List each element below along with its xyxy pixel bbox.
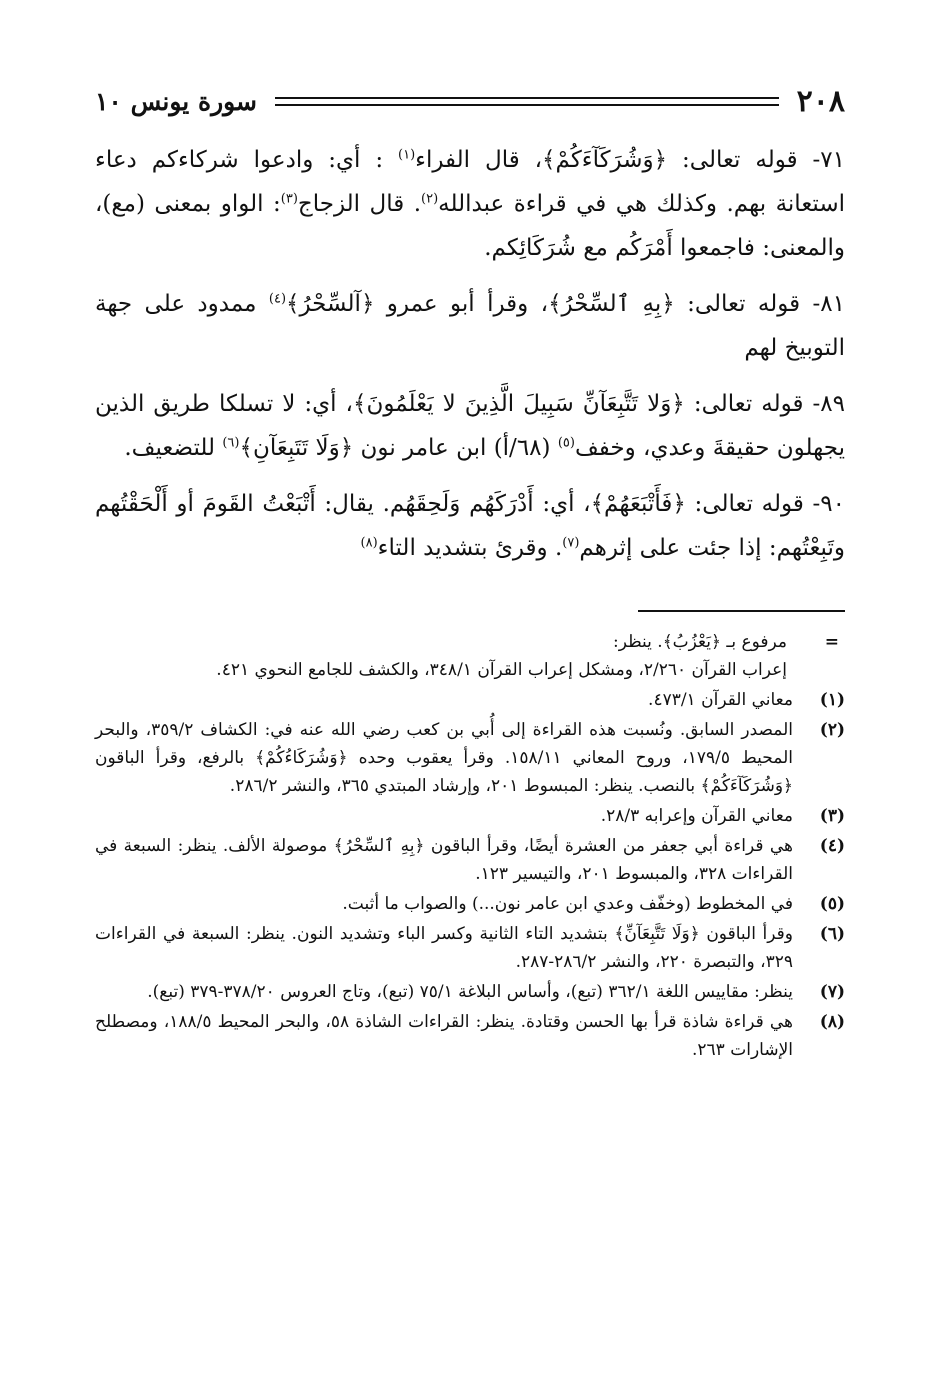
- book-page: [95, 78, 845, 1066]
- footnote-ref: (٣): [280, 191, 298, 207]
- footnote-text: معاني القرآن وإعرابه ٢٨/٣.: [600, 806, 793, 826]
- page-number: ٢٠٨: [796, 83, 845, 119]
- footnote-text: في المخطوط (وخفّف وعدي ابن عامر نون...) والصواب ما أثبت.: [342, 894, 793, 914]
- footnote-1: [95, 686, 845, 714]
- footnote-ref: (٨): [360, 535, 378, 551]
- text-run: ممدود على جهة التوبيخ لهم: [95, 291, 845, 361]
- quran-quote: ﴿وَلا تَتَّبِعَآنِّ سَبِيلَ الَّذِينَ لا يَعْلَمُونَ﴾: [352, 391, 685, 417]
- quran-quote: ﴿وَشُرَكَآءَكُمْ﴾: [542, 147, 668, 173]
- continuation-mark: =: [824, 632, 839, 652]
- quran-quote: ﴿فَأَتْبَعَهُمْ﴾: [590, 491, 686, 517]
- text-run: . قال الزجاج: [297, 191, 422, 217]
- paragraph-verse-71: [95, 138, 845, 270]
- footnote-text: [95, 628, 787, 684]
- text-run: ، قال الفراء: [415, 147, 543, 173]
- footnote-line: إعراب القرآن ٢/٢٦٠، ومشكل إعراب القرآن ٣٤٨/١، والكشف للجامع النحوي ٤٢١.: [216, 660, 787, 680]
- footnote-number: (٦): [819, 924, 845, 944]
- footnote-number: (٨): [819, 1012, 845, 1032]
- footnote-text: معاني القرآن ٤٧٣/١.: [648, 690, 793, 710]
- text-run: (٦٨/أ) ابن عامر نون: [353, 435, 558, 461]
- footnote-text: هي قراءة أبي جعفر من العشرة أيضًا، وقرأ الباقون ﴿بِهِ ٱلسِّحْرُ﴾ موصولة الألف. ينظر: السبعة في القراءات ٣٢٨، والمبسوط ٢٠١، والتيسير ١٢٣.: [95, 836, 793, 884]
- text-run: : أي: وادعوا شركاءكم دعاء استعانة بهم. وكذلك هي في قراءة عبدالله: [95, 147, 846, 217]
- text-run: . وقرئ بتشديد التاء: [377, 535, 563, 561]
- verse-intro: ٧١- قوله تعالى:: [667, 147, 845, 173]
- text-run: ، وقرأ أبو عمرو: [374, 291, 549, 317]
- text-run: ، أي: أَدْرَكَهُم وَلَحِقَهُم. يقال: أَتْبَعْتُ القَومَ أو أَلْحَقْتُهم وتَبِعْتُهم: إذا جئت على إثرهم: [95, 491, 845, 561]
- footnote-separator: [638, 610, 845, 612]
- footnote-text: ينظر: مقاييس اللغة ٣٦٢/١ (تبع)، وأساس البلاغة ٧٥/١ (تبع)، وتاج العروس ٣٧٨/٢٠-٣٧٩ (تبع).: [147, 982, 793, 1002]
- footnote-3: [95, 802, 845, 830]
- paragraph-verse-89: [95, 382, 845, 470]
- footnote-number: (٧): [819, 982, 845, 1002]
- footnote-7: [95, 978, 845, 1006]
- paragraph-verse-81: [95, 282, 845, 370]
- footnote-6: [95, 920, 845, 976]
- footnote-number: (٣): [819, 806, 845, 826]
- footnote-text: المصدر السابق. ونُسبت هذه القراءة إلى أُبي بن كعب رضي الله عنه في: الكشاف ٣٥٩/٢، والبحر المحيط ١٧٩/٥، وروح المعاني ١٥٨/١١. وقرأ يعقوب وحده ﴿وَشُرَكَاءُكُمْ﴾ بالرفع، وقرأ الباقون ﴿وَشُرَكَآءَكُمْ﴾ بالنصب. ينظر: المبسوط ٢٠١، وإرشاد المبتدي ٣٦٥، والنشر ٢٨٦/٢.: [95, 720, 793, 796]
- footnote-ref: (٤): [268, 291, 287, 307]
- footnote-number: (٥): [819, 894, 845, 914]
- running-header: [95, 78, 845, 124]
- verse-intro: ٨١- قوله تعالى:: [674, 291, 846, 317]
- footnote-ref: (٦): [222, 435, 240, 451]
- surah-title: سورة يونس ١٠: [95, 86, 258, 116]
- text-run: : الواو بمعنى (مع)، والمعنى: فاجمعوا أَمْرَكُم مع شُرَكَائِكم.: [95, 191, 845, 261]
- footnote-5: [95, 890, 845, 918]
- footnote-ref: (٢): [421, 191, 439, 207]
- footnote-ref: (١): [398, 147, 416, 163]
- footnote-number: (٢): [819, 720, 845, 740]
- footnote-continued: [95, 628, 845, 684]
- footnote-2: [95, 716, 845, 800]
- verse-intro: ٩٠- قوله تعالى:: [685, 491, 845, 517]
- verse-intro: ٨٩- قوله تعالى:: [684, 391, 845, 417]
- footnote-8: [95, 1008, 845, 1064]
- footnote-line: مرفوع بـ ﴿يَعْزُبُ﴾. ينظر:: [612, 632, 787, 652]
- footnote-text: وقرأ الباقون ﴿وَلَا تَتَّبِعَآنِّ﴾ بتشديد التاء الثانية وكسر الباء وتشديد النون. ينظر: السبعة في القراءات ٣٢٩، والتبصرة ٢٢٠، والنشر ٢٨٦/٢-٢٨٧.: [95, 924, 793, 972]
- footnote-number: (٤): [819, 836, 845, 856]
- quran-quote: ﴿بِهِ ٱلسِّحْرُ﴾: [548, 291, 675, 317]
- paragraph-verse-90: [95, 482, 845, 570]
- quran-quote: ﴿وَلَا تَتَبِعَآنِ﴾: [239, 435, 354, 461]
- footnote-ref: (٥): [557, 435, 575, 451]
- header-rule: [275, 97, 779, 106]
- text-run: ، أي: لا تسلكا طريق الذين يجهلون حقيقةَ وعدي، وخفف: [95, 391, 845, 461]
- footnote-number: (١): [819, 690, 845, 710]
- footnote-ref: (٧): [562, 535, 580, 551]
- quran-quote: ﴿آلسِّحْرُ﴾: [286, 291, 375, 317]
- footnote-text: هي قراءة شاذة قرأ بها الحسن وقتادة. ينظر: القراءات الشاذة ٥٨، والبحر المحيط ١٨٨/٥، ومصطلح الإشارات ٢٦٣.: [95, 1012, 794, 1060]
- text-run: للتضعيف.: [124, 435, 223, 461]
- footnote-4: [95, 832, 845, 888]
